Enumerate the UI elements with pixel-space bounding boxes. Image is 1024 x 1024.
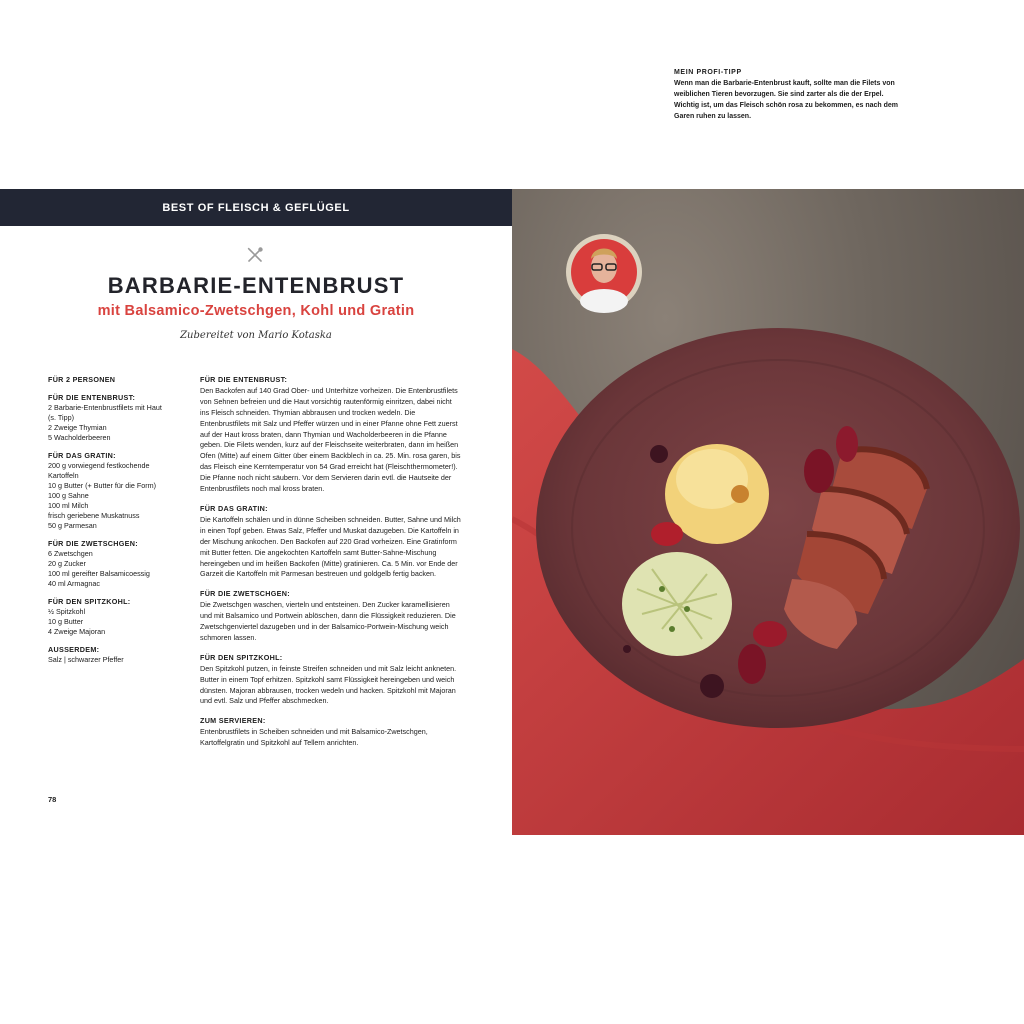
page-number: 78 [48, 795, 57, 804]
ingredient-line: (s. Tipp) [48, 413, 74, 422]
sauce-dot [650, 445, 668, 463]
method-step-text: Den Spitzkohl putzen, in feinste Streifen schneiden und mit Salz leicht ankneten. Butter in einem Topf erhitzen. Spitzkohl samt Flüssigkeit hereingeben und weich dünsten. Majoran abbrausen, trocken wedeln und hacken. Spitzkohl mit Majoran und evtl. Salz und Pfeffer abschmecken. [200, 663, 457, 706]
ingredient-group-head: FÜR DIE ZWETSCHGEN: [48, 539, 138, 548]
ingredient-line: 10 g Butter [48, 617, 84, 626]
ingredient-line: 10 g Butter (+ Butter für die Form) [48, 481, 157, 490]
plum [804, 449, 834, 493]
sauce-dot [700, 674, 724, 698]
ingredient-group-head: FÜR DAS GRATIN: [48, 451, 116, 460]
ingredient-group-head: FÜR DEN SPITZKOHL: [48, 597, 131, 606]
fork-knife-icon [246, 246, 264, 264]
ingredient-line: 100 ml Milch [48, 501, 89, 510]
method-step-serving [200, 716, 462, 749]
method-step-duck [200, 375, 462, 495]
ingredient-line: 6 Zwetschgen [48, 549, 93, 558]
method-step-head: FÜR DEN SPITZKOHL: [200, 652, 283, 662]
method-step-head: ZUM SERVIEREN: [200, 716, 266, 726]
ingredient-line: Salz | schwarzer Pfeffer [48, 655, 124, 664]
ingredient-line: frisch geriebene Muskatnuss [48, 511, 140, 520]
left-page [0, 189, 512, 835]
ingredient-line: 5 Wacholderbeeren [48, 433, 111, 442]
ingredient-group-head: FÜR DIE ENTENBRUST: [48, 393, 136, 402]
method-step-text: Den Backofen auf 140 Grad Ober- und Unterhitze vorheizen. Die Entenbrustfilets von Sehnen befreien und die Haut vorsichtig rautenförmig einritzen, dabei nicht ins Fleisch schneiden. Thymian abbrausen und trocken wedeln. Die Entenbrustfilets mit Salz und Pfeffer würzen und in einer Pfanne ohne Fett zuerst auf der Haut kross braten, dann Thymian und Wacholderbeeren in die Pfanne geben. Die Filets wenden, kurz auf der Fleischseite weiterbraten, dann im heißen Ofen (Mitte) auf einem Gitter über einem Backblech in ca. 25. Min. rosa garen, bis das Fleisch eine Kerntemperatur von 54 Grad erreicht hat (Fleischthermometer!). Die Pfanne noch nicht säubern. Vor dem Servieren darin evtl. die Hautseite der Entenbrustfilets noch mal kross braten. [200, 385, 461, 494]
method-step-gratin [200, 504, 462, 580]
plum [738, 644, 766, 684]
plate [536, 328, 1020, 728]
method-step-cabbage [200, 653, 462, 708]
ingredient-line: 100 g Sahne [48, 491, 89, 500]
ingredient-line: Kartoffeln [48, 471, 79, 480]
method-step-text: Die Zwetschgen waschen, vierteln und entsteinen. Den Zucker karamellisieren und mit Balsamico und Portwein ablöschen, dann die Flüssigkeit reduzieren. Die Zwetschgenviertel dazugeben und in der Balsamico-Portwein-Mischung weich schmoren lassen. [200, 600, 456, 642]
pro-tip-head: MEIN PROFI-TIPP [674, 69, 742, 76]
plum [651, 522, 683, 546]
sauce-dot [623, 645, 631, 653]
ingredient-line: 100 ml gereifter Balsamicoessig [48, 569, 150, 578]
book-spread [0, 189, 1024, 835]
ingredient-line: ½ Spitzkohl [48, 607, 86, 616]
ingredient-line: 20 g Zucker [48, 559, 86, 568]
ingredient-line: 50 g Parmesan [48, 521, 97, 530]
ingredient-line: 40 ml Armagnac [48, 579, 100, 588]
ingredients-list [48, 375, 188, 665]
method-step-text: Die Kartoffeln schälen und in dünne Scheiben schneiden. Butter, Sahne und Milch in einen Topf geben. Etwas Salz, Pfeffer und Muskat dazugeben. Die Kartoffeln in der Mischung ankochen. Den Backofen auf 220 Grad vorheizen. Eine Gratinform mit Butter fetten. Die angekochten Kartoffeln samt Butter-Sahne-Mischung hereingeben und im heißen Backofen (Mitte) gratinieren. Ca. 5 Min. vor Ende der Garzeit die Kartoffeln mit Parmesan bestreuen und goldgelb fertig backen. [200, 514, 461, 579]
ingredient-line: 2 Zweige Thymian [48, 423, 107, 432]
pro-tip [674, 67, 902, 122]
plum [753, 621, 787, 647]
ingredient-group-head: AUSSERDEM: [48, 645, 100, 654]
method-steps [200, 375, 462, 758]
recipe-subtitle: mit Balsamico-Zwetschgen, Kohl und Gratin [97, 303, 415, 319]
category-banner: BEST OF FLEISCH & GEFLÜGEL [0, 189, 512, 226]
servings: FÜR 2 PERSONEN [48, 375, 116, 384]
method-step-head: FÜR DIE ZWETSCHGEN: [200, 589, 290, 599]
ingredient-line: 4 Zweige Majoran [48, 627, 106, 636]
dish-photo [512, 189, 1024, 835]
method-step-plums [200, 589, 462, 644]
plum [836, 426, 858, 462]
method-step-text: Entenbrustfilets in Scheiben schneiden und mit Balsamico-Zwetschgen, Kartoffelgratin und Spitzkohl auf Tellern anrichten. [200, 727, 428, 748]
ingredient-line: 200 g vorwiegend festkochende [48, 461, 150, 470]
dish-illustration [512, 189, 1024, 835]
recipe-byline: Zubereitet von Mario Kotaska [180, 330, 332, 341]
pro-tip-text: Wenn man die Barbarie-Entenbrust kauft, sollte man die Filets von weiblichen Tieren bevorzugen. Sie sind zarter als die der Erpel. Wichtig ist, um das Fleisch schön rosa zu bekommen, es nach dem Garen ruhen zu lassen. [674, 80, 898, 120]
method-step-head: FÜR DIE ENTENBRUST: [200, 375, 288, 384]
recipe-title: BARBARIE-ENTENBRUST [107, 273, 405, 298]
ingredient-line: 2 Barbarie-Entenbrustfilets mit Haut [48, 403, 162, 412]
method-step-head: FÜR DAS GRATIN: [200, 503, 268, 513]
